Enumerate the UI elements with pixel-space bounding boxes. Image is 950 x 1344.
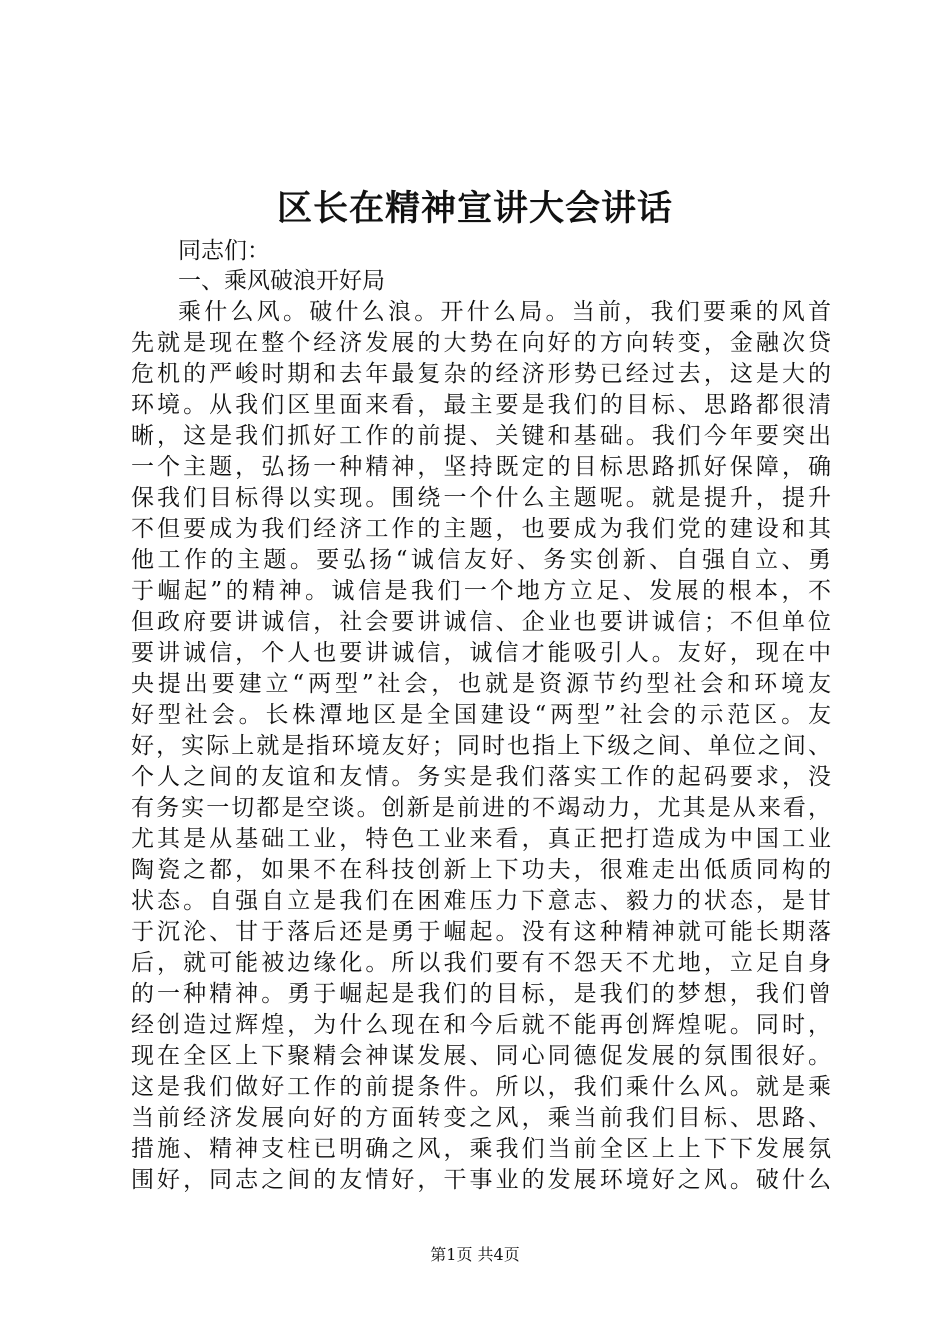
body-line: 后，就可能被边缘化。所以我们要有不怨天不尤地，立足自身	[131, 950, 831, 976]
body-line: 状态。自强自立是我们在困难压力下意志、毅力的状态，是甘	[131, 888, 831, 914]
body-line: 于崛起”的精神。诚信是我们一个地方立足、发展的根本，不	[131, 578, 831, 604]
body-line: 措施、精神支柱已明确之风，乘我们当前全区上上下下发展氛	[131, 1136, 831, 1162]
body-line: 陶瓷之都，如果不在科技创新上下功夫，很难走出低质同构的	[131, 857, 831, 883]
body-line: 先就是现在整个经济发展的大势在向好的方向转变，金融次贷	[131, 330, 831, 356]
body-line: 不但要成为我们经济工作的主题，也要成为我们党的建设和其	[131, 516, 831, 542]
body-line: 危机的严峻时期和去年最复杂的经济形势已经过去，这是大的	[131, 361, 831, 387]
body-line: 好，实际上就是指环境友好；同时也指上下级之间、单位之间、	[131, 733, 831, 759]
body-line: 的一种精神。勇于崛起是我们的目标，是我们的梦想，我们曾	[131, 981, 831, 1007]
body-line: 要讲诚信，个人也要讲诚信，诚信才能吸引人。友好，现在中	[131, 640, 831, 666]
salutation: 同志们：	[178, 238, 270, 264]
body-line: 尤其是从基础工业，特色工业来看，真正把打造成为中国工业	[131, 826, 831, 852]
body-line: 现在全区上下聚精会神谋发展、同心同德促发展的氛围很好。	[131, 1043, 831, 1069]
body-line: 他工作的主题。要弘扬“诚信友好、务实创新、自强自立、勇	[131, 547, 831, 573]
body-line: 于沉沦、甘于落后还是勇于崛起。没有这种精神就可能长期落	[131, 919, 831, 945]
body-line: 但政府要讲诚信，社会要讲诚信、企业也要讲诚信；不但单位	[131, 609, 831, 635]
section-heading: 一、乘风破浪开好局	[178, 268, 385, 294]
body-line: 个人之间的友谊和友情。务实是我们落实工作的起码要求，没	[131, 764, 831, 790]
body-line: 晰，这是我们抓好工作的前提、关键和基础。我们今年要突出	[131, 423, 831, 449]
body-line: 一个主题，弘扬一种精神，坚持既定的目标思路抓好保障，确	[131, 454, 831, 480]
body-line: 环境。从我们区里面来看，最主要是我们的目标、思路都很清	[131, 392, 831, 418]
document-title: 区长在精神宣讲大会讲话	[276, 188, 673, 229]
body-line: 好型社会。长株潭地区是全国建设“两型”社会的示范区。友	[131, 702, 831, 728]
body-line: 有务实一切都是空谈。创新是前进的不竭动力，尤其是从来看，	[131, 795, 831, 821]
body-line: 央提出要建立“两型”社会，也就是资源节约型社会和环境友	[131, 671, 831, 697]
body-line: 围好，同志之间的友情好，干事业的发展环境好之风。破什么	[131, 1167, 831, 1193]
page-footer: 第1页 共4页	[430, 1245, 520, 1264]
body-line: 乘什么风。破什么浪。开什么局。当前，我们要乘的风首	[178, 299, 831, 325]
body-line: 保我们目标得以实现。围绕一个什么主题呢。就是提升，提升	[131, 485, 831, 511]
body-line: 经创造过辉煌，为什么现在和今后就不能再创辉煌呢。同时，	[131, 1012, 831, 1038]
body-line: 这是我们做好工作的前提条件。所以，我们乘什么风。就是乘	[131, 1074, 831, 1100]
body-line: 当前经济发展向好的方面转变之风，乘当前我们目标、思路、	[131, 1105, 831, 1131]
